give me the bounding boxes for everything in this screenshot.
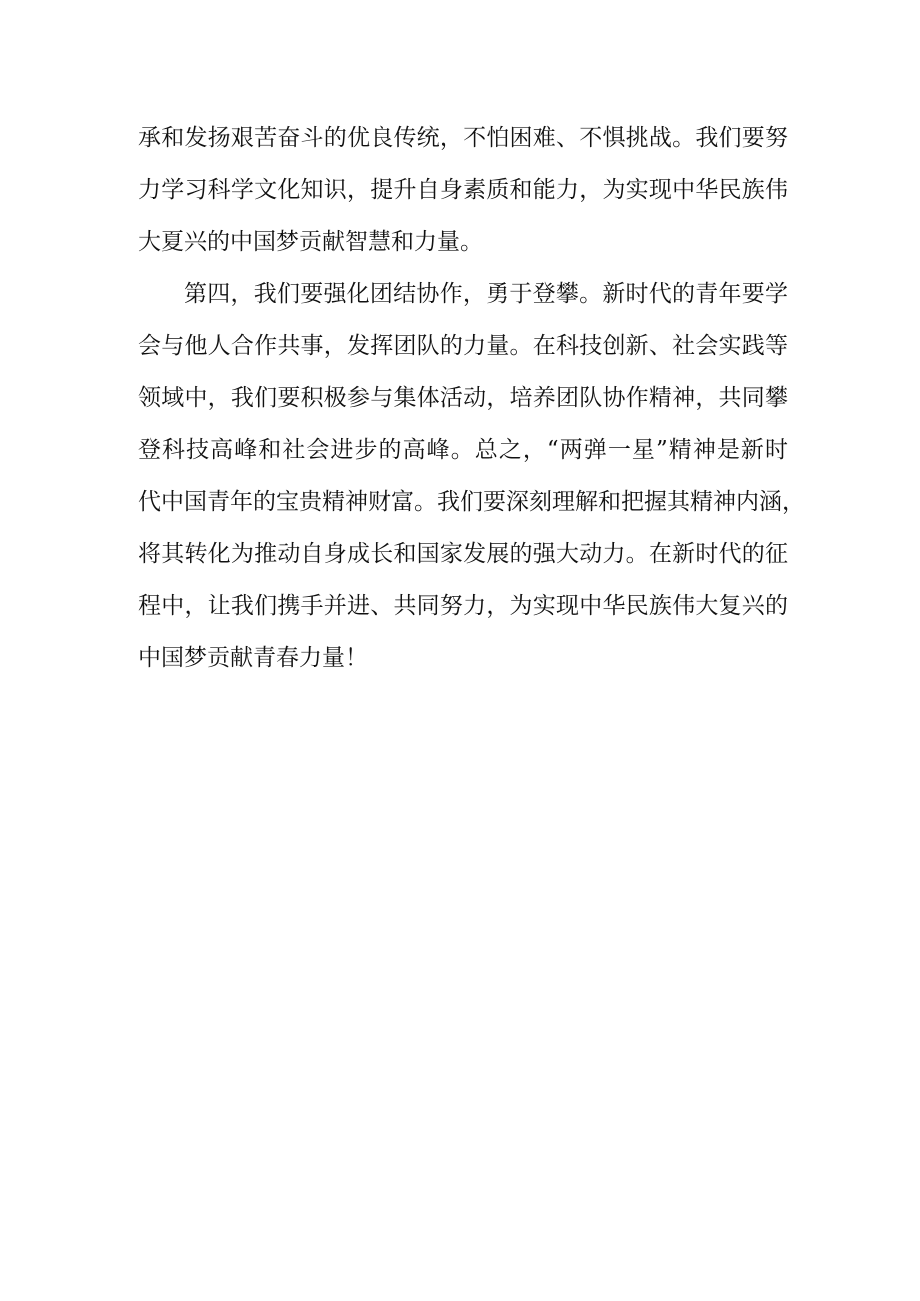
body-text [138,112,805,684]
text-line: 程中，让我们携手并进、共同努力，为实现中华民族伟大复兴的 [138,593,788,619]
text-line: 代中国青年的宝贵精神财富。我们要深刻理解和把握其精神内涵， [138,489,805,515]
text-line: 大夏兴的中国梦贡献智慧和力量。 [138,229,483,255]
text-line: 领域中，我们要积极参与集体活动，培养团队协作精神，共同攀 [138,385,788,411]
text-line: 将其转化为推动自身成长和国家发展的强大动力。在新时代的征 [138,541,788,567]
text-line: 力学习科学文化知识，提升自身素质和能力，为实现中华民族伟 [138,177,788,203]
paragraph-start-line: 第四，我们要强化团结协作，勇于登攀。新时代的青年要学 [184,281,788,307]
text-line: 登科技高峰和社会进步的高峰。总之，“两弹一星”精神是新时 [138,437,788,463]
text-line: 会与他人合作共事，发挥团队的力量。在科技创新、社会实践等 [138,333,788,359]
text-line: 承和发扬艰苦奋斗的优良传统，不怕困难、不惧挑战。我们要努 [138,125,788,151]
text-line: 中国梦贡献青春力量！ [138,645,368,671]
